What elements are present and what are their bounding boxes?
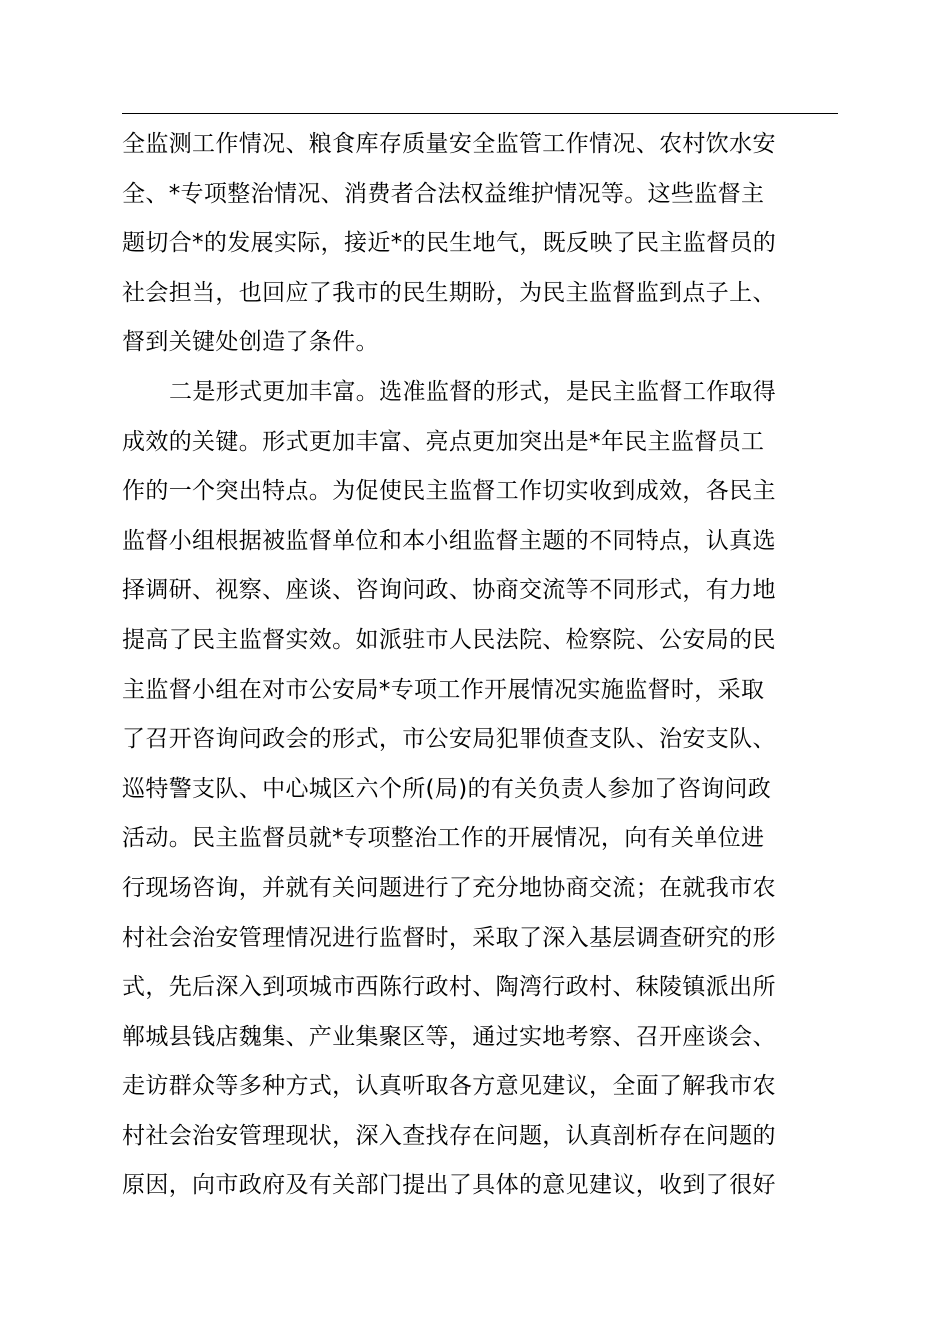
text-line: 全、*专项整治情况、消费者合法权益维护情况等。这些监督主 [122,180,765,207]
text-line: 郸城县钱店魏集、产业集聚区等，通过实地考察、召开座谈会、 [122,1023,776,1050]
text-line: 原因，向市政府及有关部门提出了具体的意见建议，收到了很好 [122,1172,776,1199]
text-line: 成效的关键。形式更加丰富、亮点更加突出是*年民主监督员工 [122,428,765,455]
text-line: 全监测工作情况、粮食库存质量安全监管工作情况、农村饮水安 [122,131,776,157]
text-line: 了召开咨询问政会的形式，市公安局犯罪侦查支队、治安支队、 [122,726,776,753]
paragraph-start-line: 二是形式更加丰富。选准监督的形式，是民主监督工作取得 [169,378,777,405]
header-rule [122,113,838,114]
text-line: 主监督小组在对市公安局*专项工作开展情况实施监督时，采取 [122,676,765,703]
text-line: 择调研、视察、座谈、咨询问政、协商交流等不同形式，有力地 [122,577,776,604]
text-line: 监督小组根据被监督单位和本小组监督主题的不同特点，认真选 [122,527,776,554]
text-line: 活动。民主监督员就*专项整治工作的开展情况，向有关单位进 [122,825,765,852]
text-line: 作的一个突出特点。为促使民主监督工作切实收到成效，各民主 [122,478,776,505]
text-line: 题切合*的发展实际，接近*的民生地气，既反映了民主监督员的 [122,230,777,257]
text-line: 巡特警支队、中心城区六个所(局)的有关负责人参加了咨询问政 [122,775,772,802]
text-line: 村社会治安管理现状，深入查找存在问题，认真剖析存在问题的 [122,1122,776,1149]
text-line: 督到关键处创造了条件。 [122,329,379,356]
text-line: 社会担当，也回应了我市的民生期盼，为民主监督监到点子上、 [122,279,776,306]
text-line: 村社会治安管理情况进行监督时，采取了深入基层调查研究的形 [122,924,776,951]
text-line: 走访群众等多种方式，认真听取各方意见建议，全面了解我市农 [122,1073,776,1100]
text-line: 行现场咨询，并就有关问题进行了充分地协商交流；在就我市农 [122,874,776,901]
text-line: 提高了民主监督实效。如派驻市人民法院、检察院、公安局的民 [122,626,776,653]
text-line: 式，先后深入到项城市西陈行政村、陶湾行政村、秣陵镇派出所 [122,974,776,1001]
body-text [122,120,838,1211]
